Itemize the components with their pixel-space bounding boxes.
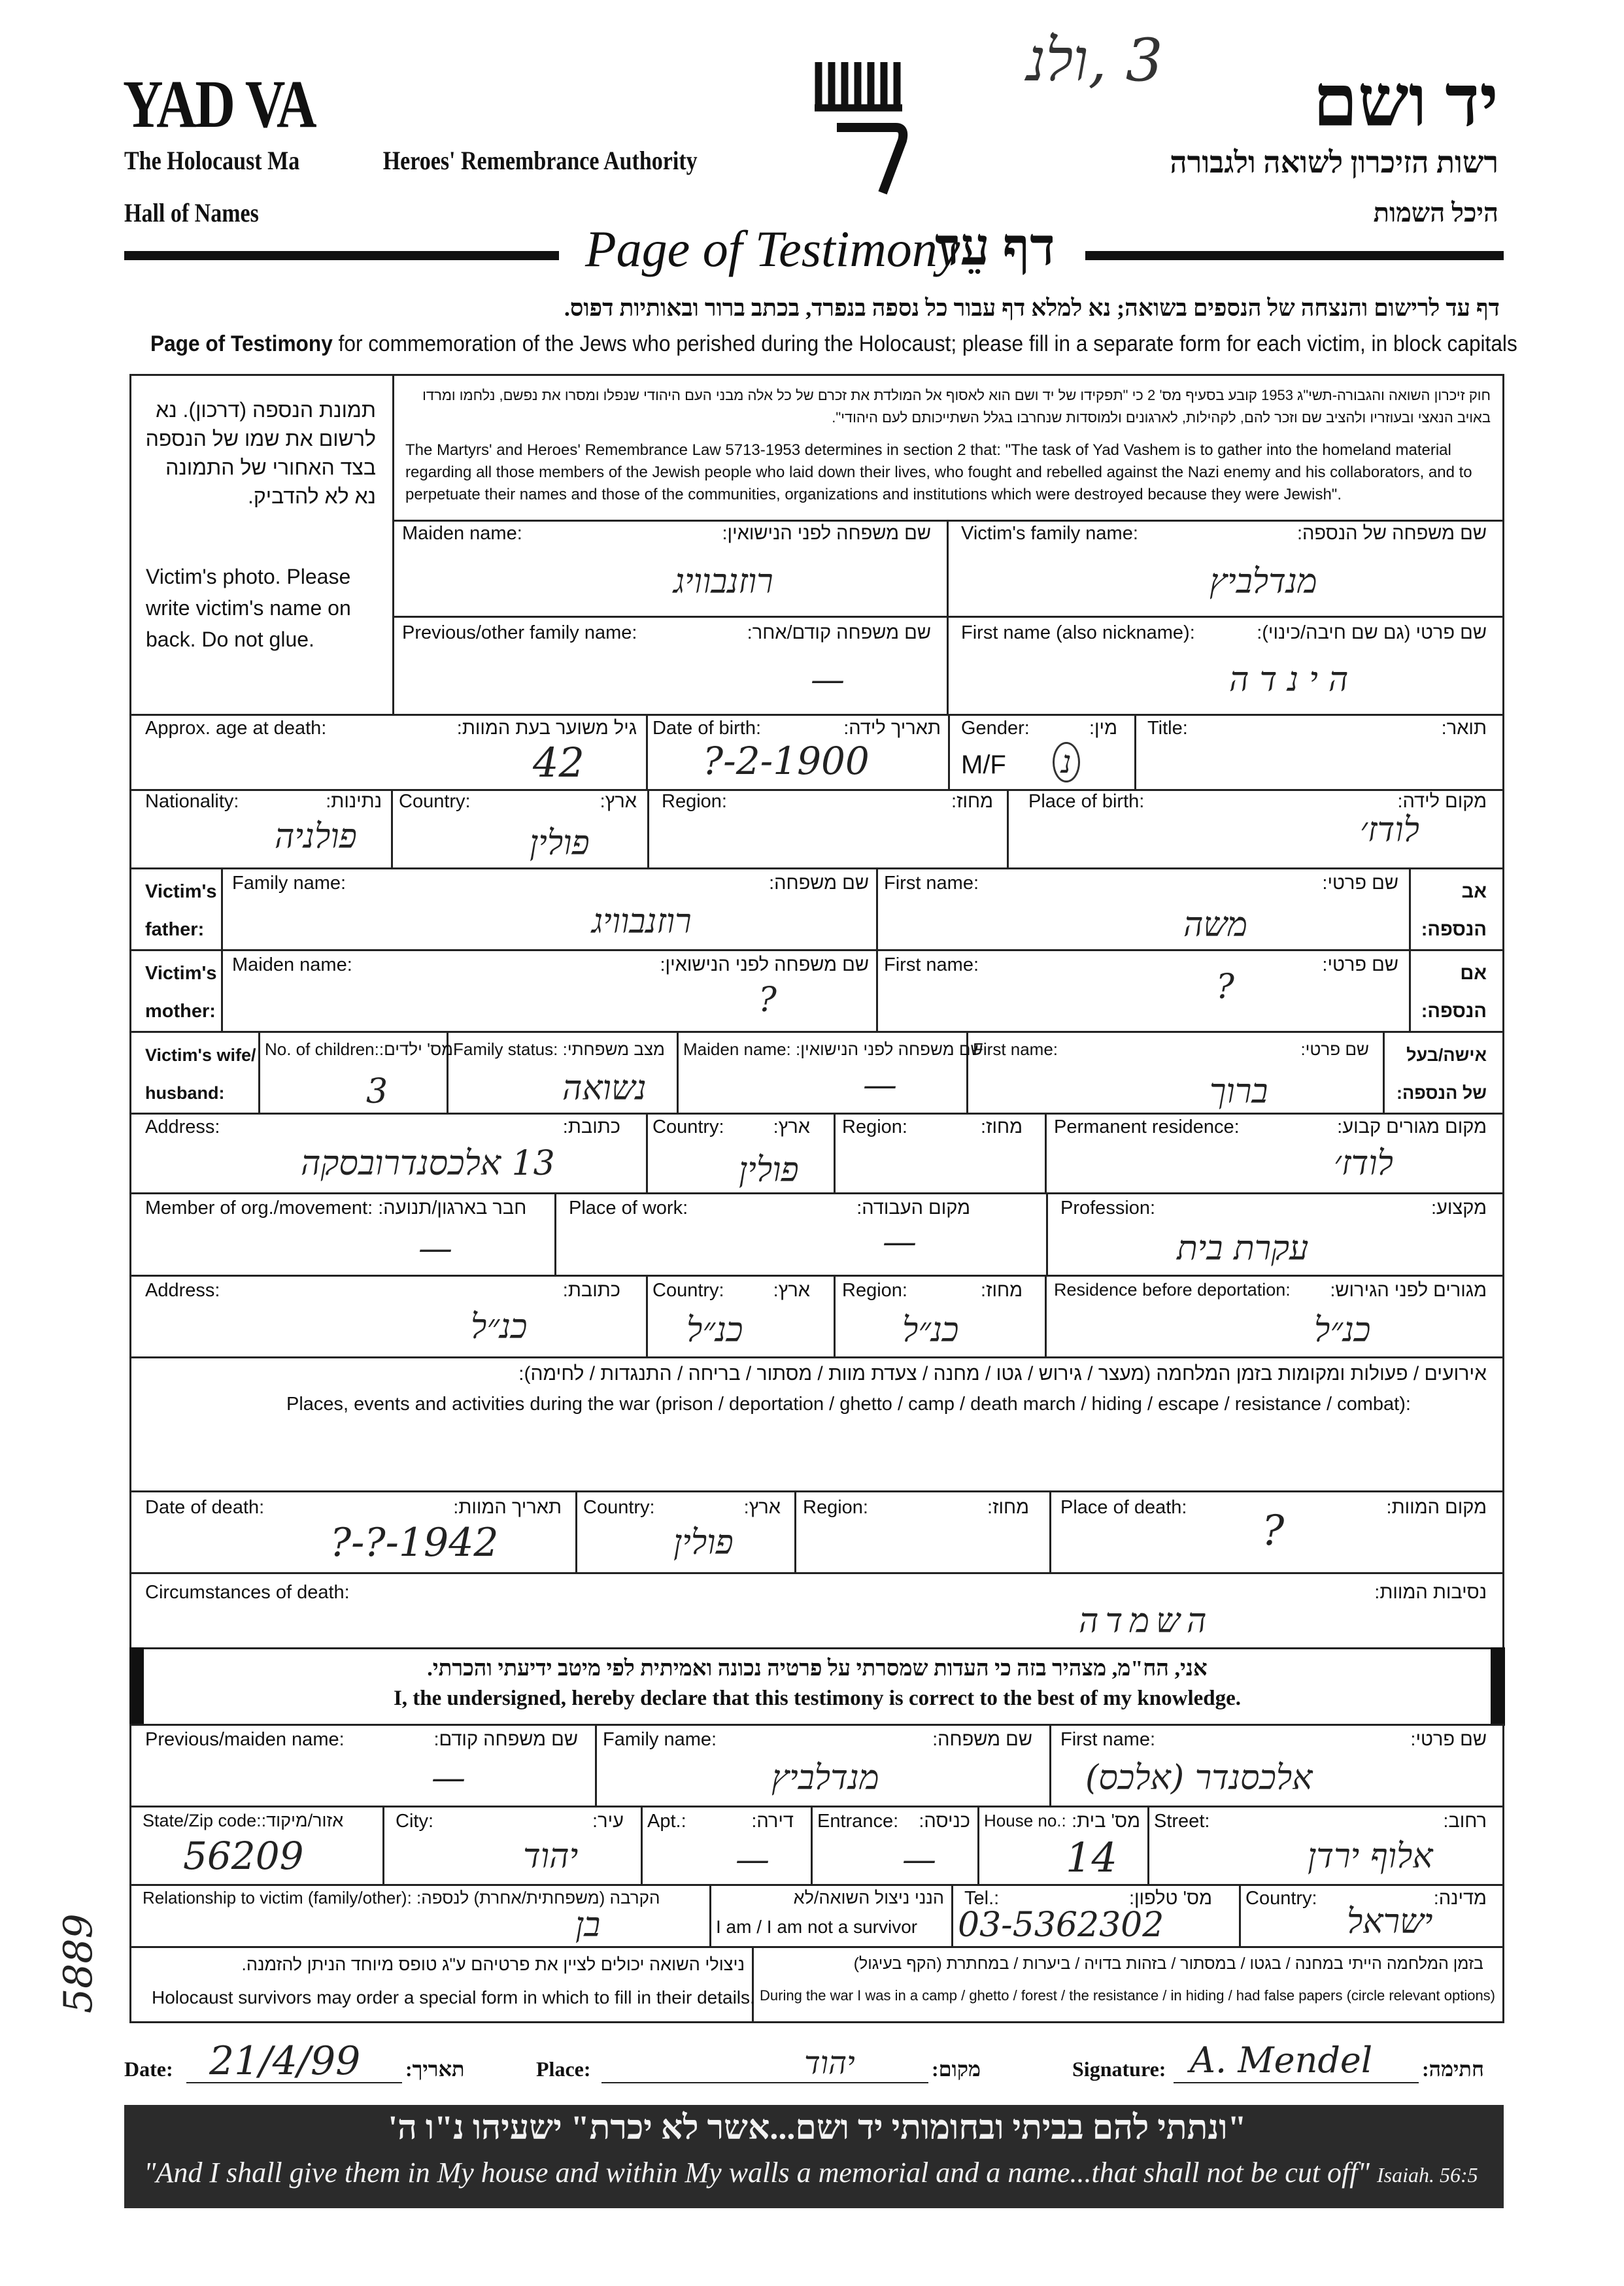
predep-region-label: Region:: [842, 1280, 907, 1301]
dob-value: ?-2-1900: [703, 739, 870, 783]
declaration-bar-right: [1491, 1647, 1505, 1726]
perm-label-he: מקום מגורים קבוע:: [1337, 1117, 1487, 1137]
maiden-name-label-he: שם משפחה לפני הנישואין:: [722, 523, 931, 544]
predep-address-value: כנ״ל: [471, 1307, 528, 1347]
predep-country-value: כנ״ל: [686, 1311, 743, 1350]
intro-he: דף עד לרישום והנצחה של הנספים בשואה; נא למלא דף עבור כל נספה בנפרד, בכתב ברור ובאותיות דפוס.: [564, 295, 1500, 321]
father-label: Victim's father:: [145, 881, 217, 940]
gender-options: M/F: [961, 750, 1006, 779]
special-form-en: Holocaust survivors may order a special form in which to fill in their details.: [152, 1987, 755, 2008]
predep-address-label: Address:: [145, 1280, 220, 1301]
predep-residence-label: Residence before deportation:: [1054, 1280, 1291, 1300]
death-region-label-he: מחוז:: [987, 1497, 1029, 1518]
title-label: Title:: [1147, 718, 1188, 739]
date-label: Date:: [124, 2057, 173, 2081]
date-value: 21/4/99: [209, 2038, 361, 2084]
father-family-label: Family name:: [232, 873, 347, 894]
profession-label-he: מקצוע:: [1430, 1198, 1487, 1219]
age-label: Approx. age at death:: [145, 718, 327, 739]
profession-label: Profession:: [1060, 1198, 1156, 1219]
member-value: —: [418, 1229, 452, 1268]
address-value: 13 אלכסנדרובסקה: [301, 1144, 555, 1183]
street-value: אלוף ירדן: [1308, 1837, 1433, 1876]
declaration-en: I, the undersigned, hereby declare that this testimony is correct to the best of my knowledge.: [393, 1687, 1242, 1710]
entrance-label-he: כניסה:: [919, 1811, 970, 1832]
pod-value: ?: [1262, 1507, 1285, 1555]
title-label-he: תואר:: [1441, 718, 1487, 739]
address-label: Address:: [145, 1117, 220, 1137]
signature-value: A. Mendel: [1190, 2040, 1373, 2081]
declaration-bar-left: [129, 1647, 144, 1726]
father-first-label: First name:: [884, 873, 979, 894]
sub-country-label: Country:: [1245, 1888, 1317, 1909]
tel-value: 03-5362302: [958, 1906, 1164, 1945]
city-label: City:: [396, 1811, 433, 1832]
house-label-he: מס' בית:: [1072, 1811, 1140, 1832]
apt-label-he: דירה:: [751, 1811, 794, 1832]
zip-label: State/Zip code:אזור/מיקוד:: [143, 1811, 344, 1830]
predep-country-label: Country:: [652, 1280, 724, 1301]
predep-residence-value: כנ״ל: [1314, 1311, 1371, 1350]
special-form-he: ניצולי השואה יכולים לציין את פרטיהם ע"ג טופס מיוחד הניתן להזמנה.: [241, 1955, 745, 1974]
tel-label-he: מס' טלפון:: [1128, 1888, 1212, 1909]
signature-label-he: חתימה:: [1422, 2057, 1484, 2081]
predep-region-label-he: מחוז:: [981, 1280, 1023, 1301]
survivor-label-he: הנני ניצול השואה/לא: [793, 1888, 944, 1908]
street-label: Street:: [1154, 1811, 1210, 1832]
signature-label: Signature:: [1072, 2057, 1166, 2081]
age-value: 42: [533, 739, 584, 786]
dod-label: Date of death:: [145, 1497, 265, 1518]
work-value: —: [883, 1222, 917, 1262]
footer-quote-en: "And I shall give them in My house and within My walls a memorial and a name...that shall not be cut off" Isaiah. 56:5: [144, 2157, 1478, 2189]
relationship-value: בן: [575, 1906, 601, 1945]
death-region-label: Region:: [803, 1497, 868, 1518]
maiden-name-value: רוזנבוויג: [673, 562, 773, 601]
sub-family-label: Family name:: [603, 1729, 717, 1750]
law-text-he: חוק זיכרון השואה והגבורה-תשי"ג 1953 קובע בסעיף מס' 2 כי "תפקידו של יד ושם הוא לאסוף אל המולדת את זכרם של כל אלה מבני העם היהודי שנפלו ומסרו את נפשם, נלחמו ומרדו באויב הנאצי ובעוזריו ולהציב שם וזכר להם, לקהילות, לארגונים ולמוסדות שנחרבו בגלל השתייכותם לעם היהודי".: [422, 387, 1491, 426]
spouse-first-label: First name:: [973, 1039, 1058, 1059]
nationality-value: פולניה: [275, 817, 357, 856]
dob-label: Date of birth:: [652, 718, 762, 739]
status-label: Family status: מצב משפחתי:: [453, 1039, 665, 1059]
pod-label-he: מקום המוות:: [1386, 1497, 1487, 1518]
mother-maiden-value: ?: [758, 981, 777, 1020]
address-region-label: Region:: [842, 1117, 907, 1137]
spouse-label-he: אישה/בעל של הנספה:: [1396, 1045, 1487, 1103]
work-label: Place of work:: [569, 1198, 688, 1219]
previous-name-value: —: [811, 660, 845, 699]
events-label-he: אירועים / פעולות ומקומות בזמן המלחמה (מעצר / גירוש / גטו / מחנה / צעדת מוות / מסתור / בריחה / התנגדות / לחימה):: [518, 1363, 1487, 1385]
signature-line: [1174, 2082, 1419, 2083]
spouse-label: Victim's wife/ husband:: [145, 1045, 256, 1103]
pob-label-he: מקום לידה:: [1397, 791, 1487, 812]
house-label: House no.:: [984, 1811, 1066, 1830]
dob-label-he: תאריך לידה:: [843, 718, 941, 739]
logo-he: יד ושם: [1313, 61, 1498, 141]
status-value: נשואה: [562, 1069, 647, 1108]
dod-label-he: תאריך המוות:: [453, 1497, 562, 1518]
member-label: Member of org./movement: חבר בארגון/תנועה:: [145, 1198, 527, 1219]
authority-en: The Holocaust Ma Heroes' Remembrance Authority: [124, 146, 698, 175]
father-first-label-he: שם פרטי:: [1322, 873, 1398, 894]
sub-first-label: First name:: [1060, 1729, 1156, 1750]
entrance-label: Entrance:: [817, 1811, 899, 1832]
death-country-value: פולין: [673, 1523, 734, 1562]
address-country-value: פולין: [739, 1151, 799, 1190]
declaration-divider: [129, 1724, 1504, 1726]
circ-label: Circumstances of death:: [145, 1582, 350, 1603]
house-value: 14: [1066, 1834, 1117, 1881]
death-country-label: Country:: [583, 1497, 655, 1518]
authority-he: רשות הזיכרון לשואה ולגבורה: [1170, 146, 1498, 179]
children-value: 3: [366, 1072, 388, 1111]
place-label: Place:: [536, 2057, 591, 2081]
date-label-he: תאריך:: [405, 2057, 465, 2081]
region-label-he: מחוז:: [951, 791, 993, 812]
mother-maiden-label: Maiden name:: [232, 954, 352, 975]
gender-label-he: מין:: [1089, 718, 1117, 739]
maiden-name-label: Maiden name:: [402, 523, 522, 544]
previous-name-label: Previous/other family name:: [402, 622, 637, 643]
declaration-he: אני, הח"מ, מצהיר בזה כי העדות שמסרתי על פרטיה נכונה ואמיתית לפי מיטב ידיעתי והכרתי.: [427, 1656, 1208, 1681]
hall-he: היכל השמות: [1373, 198, 1498, 227]
place-label-he: מקום:: [932, 2057, 981, 2081]
mother-first-label-he: שם פרטי:: [1322, 954, 1398, 975]
address-country-label-he: ארץ:: [773, 1117, 810, 1137]
spouse-first-value: ברוך: [1210, 1072, 1268, 1111]
mother-label: Victim's mother:: [145, 963, 217, 1022]
pod-label: Place of death:: [1060, 1497, 1187, 1518]
previous-name-label-he: שם משפחה קודם/אחר:: [747, 622, 931, 643]
street-label-he: רחוב:: [1443, 1811, 1487, 1832]
spouse-first-label-he: שם פרטי:: [1300, 1039, 1369, 1059]
region-label: Region:: [662, 791, 727, 812]
apt-value: —: [736, 1840, 770, 1879]
yad-vashem-emblem: [811, 56, 915, 203]
country-label-he: ארץ:: [600, 791, 637, 812]
page-title-en: Page of Testimony: [585, 220, 960, 277]
gender-selected: נ: [1053, 742, 1080, 782]
death-country-label-he: ארץ:: [743, 1497, 781, 1518]
sub-family-value: מנדלביץ: [771, 1758, 879, 1798]
zip-value: 56209: [183, 1834, 304, 1878]
nationality-label-he: נתינות:: [326, 791, 382, 812]
first-name-label: First name (also nickname):: [961, 622, 1195, 643]
gender-label: Gender:: [961, 718, 1030, 739]
first-name-value: הינדה: [1229, 660, 1359, 699]
spouse-maiden-label: Maiden name: שם משפחה לפני הנישואין:: [683, 1039, 983, 1059]
first-name-label-he: שם פרטי (גם שם חיבה/כינוי):: [1257, 622, 1487, 643]
sub-prev-value: —: [431, 1758, 465, 1798]
predep-region-value: כנ״ל: [902, 1311, 959, 1350]
sub-prev-label-he: שם משפחה קודם:: [433, 1729, 578, 1750]
address-region-label-he: מחוז:: [981, 1117, 1023, 1137]
title-rule-right: [1085, 251, 1504, 260]
profession-value: עקרת בית: [1177, 1229, 1309, 1268]
mother-label-he: אם הנספה:: [1421, 963, 1487, 1022]
father-family-value: רוזנבוויג: [592, 902, 692, 941]
sub-country-label-he: מדינה:: [1433, 1888, 1487, 1909]
during-war-en: During the war I was in a camp / ghetto / forest / the resistance / in hiding / had false papers (circle relevant options): [760, 1987, 1496, 2004]
circ-value: השמדה: [1079, 1602, 1213, 1641]
title-rule-left: [124, 251, 559, 260]
sub-country-value: ישראל: [1347, 1902, 1433, 1941]
family-name-value: מנדלביץ: [1210, 562, 1317, 601]
relationship-label: Relationship to victim (family/other): הקרבה (משפחתית/אחרת) לנספה:: [143, 1888, 660, 1908]
father-first-value: משה: [1183, 905, 1248, 945]
country-label: Country:: [399, 791, 471, 812]
predep-address-label-he: כתובת:: [562, 1280, 620, 1301]
sub-prev-label: Previous/maiden name:: [145, 1729, 345, 1750]
law-text-en: The Martyrs' and Heroes' Remembrance Law 5713-1953 determines in section 2 that: "The task of Yad Vashem is to gather into the homeland material regarding all those members of the Jewish people who laid down their lives, who fought and rebelled against the Nazi enemy and his collaborators, and to perpetuate their names and those of the communities, organizations and institutions which were destroyed because they were Jewish".: [405, 441, 1472, 503]
apt-label: Apt.:: [647, 1811, 686, 1832]
circ-label-he: נסיבות המוות:: [1374, 1582, 1487, 1603]
handwritten-annotation: 3 ,ולנ: [1026, 26, 1163, 95]
mother-first-label: First name:: [884, 954, 979, 975]
events-label-en: Places, events and activities during the war (prison / deportation / ghetto / camp / death march / hiding / escape / resistance / combat):: [286, 1394, 1411, 1415]
margin-number: 5889: [56, 1913, 101, 2013]
logo-en: YAD VA: [123, 67, 316, 142]
pob-label: Place of birth:: [1028, 791, 1145, 812]
place-value: יהוד: [804, 2045, 855, 2081]
hall-en: Hall of Names: [124, 198, 259, 227]
age-label-he: גיל משוער בעת המוות:: [456, 718, 637, 739]
father-label-he: אב הנספה:: [1421, 881, 1487, 940]
predep-country-label-he: ארץ:: [773, 1280, 810, 1301]
photo-instructions-he: תמונת הנספה (דרכון). נא לרשום את שמו של הנספה בצד האחורי של התמונה נא לא להדביק.: [145, 398, 376, 508]
children-label: No. of children:מס' ילדים:: [265, 1039, 454, 1059]
work-label-he: מקום העבודה:: [856, 1198, 970, 1219]
family-name-label: Victim's family name:: [961, 523, 1138, 544]
entrance-value: —: [902, 1840, 936, 1879]
dod-value: ?-?-1942: [330, 1520, 499, 1566]
page-title-he: דף עֵד: [935, 219, 1055, 277]
mother-first-value: ?: [1216, 967, 1234, 1007]
circ-divider: [129, 1647, 1504, 1649]
sub-first-value: אלכסנדר (אלכס): [1085, 1758, 1313, 1798]
survivor-label-en: I am / I am not a survivor: [716, 1917, 918, 1937]
sub-family-label-he: שם משפחה:: [932, 1729, 1032, 1750]
intro-en: Page of Testimony for commemoration of the Jews who perished during the Holocaust; please fill in a separate form for each victim, in block capitals: [150, 331, 1517, 356]
spouse-maiden-value: —: [863, 1066, 897, 1105]
perm-value: לודז׳: [1334, 1144, 1393, 1183]
photo-instructions-en: Victim's photo. Please write victim's name on back. Do not glue.: [146, 565, 351, 651]
nationality-label: Nationality:: [145, 791, 239, 812]
family-name-label-he: שם משפחה של הנספה:: [1296, 523, 1487, 544]
sub-first-label-he: שם פרטי:: [1410, 1729, 1487, 1750]
perm-label: Permanent residence:: [1054, 1117, 1240, 1137]
during-war-he: בזמן המלחמה הייתי במחנה / בגטו / במסתור / בזהות בדויה / ביערות / במחתרת (הקף בעיגול): [853, 1955, 1483, 1973]
pob-value: לודז׳: [1360, 811, 1419, 850]
city-label-he: עיר:: [592, 1811, 624, 1832]
address-label-he: כתובת:: [562, 1117, 620, 1137]
city-value: יהוד: [523, 1837, 579, 1876]
father-family-label-he: שם משפחה:: [769, 873, 869, 894]
address-country-label: Country:: [652, 1117, 724, 1137]
predep-residence-label-he: מגורים לפני הגירוש:: [1330, 1280, 1487, 1301]
tel-label: Tel.:: [964, 1888, 1000, 1909]
events-divider: [129, 1490, 1504, 1492]
mother-maiden-label-he: שם משפחה לפני הנישואין:: [660, 954, 869, 975]
country-birth-value: פולין: [530, 824, 590, 863]
footer-quote-he: "ונתתי להם בביתי ובחומותי יד ושם...אשר לא יכרת" ישעיהו נ"ו ה': [388, 2110, 1247, 2147]
place-line: [601, 2082, 928, 2083]
